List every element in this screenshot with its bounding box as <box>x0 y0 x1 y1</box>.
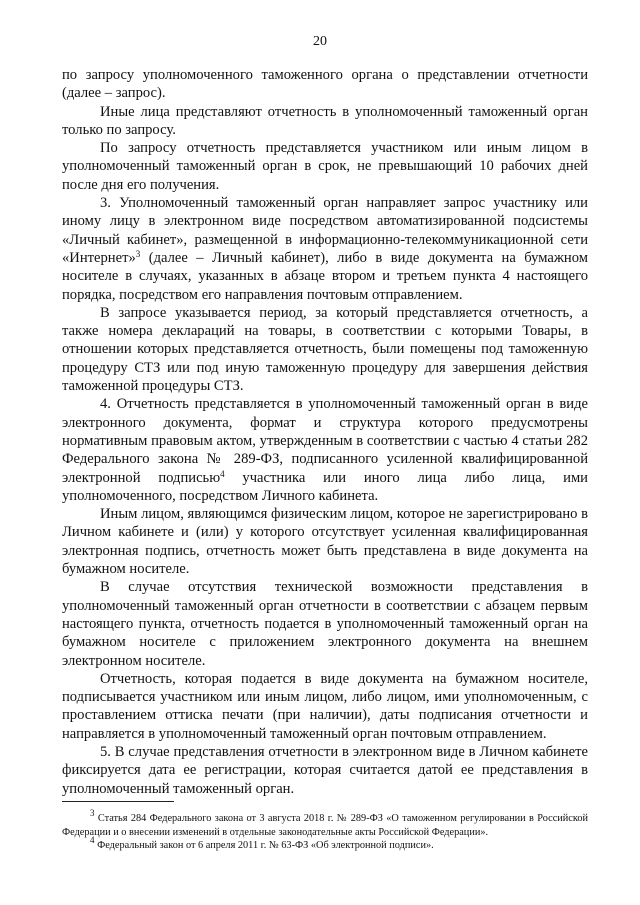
paragraph-item-4 <box>62 395 588 505</box>
footnote-text: Статья 284 Федерального закона от 3 августа 2018 г. № 289-ФЗ «О таможенном регулировании в Российской Федерации и о внесении изменений в отдельные законодательные акты Российской Федерации». <box>62 813 588 838</box>
paragraph-text: участника или иного лица либо лица, ими уполномоченного, посредством Личного кабинета. <box>62 469 588 504</box>
footnote-marker: 3 <box>90 808 95 818</box>
paragraph: В запросе указывается период, за который представляется отчетность, а также номера деклараций на товары, в соответствии с которыми Товары, в отношении которых представляется отчетность, были помещены под таможенную процедуру СТЗ или под иную таможенную процедуру для завершения действия таможенной процедуры СТЗ. <box>62 304 588 395</box>
paragraph: Иные лица представляют отчетность в уполномоченный таможенный орган только по запросу. <box>62 103 588 138</box>
footnote-divider <box>62 801 174 802</box>
footnote <box>62 808 588 839</box>
paragraph-item-5: 5. В случае представления отчетности в электронном виде в Личном кабинете фиксируется дата ее регистрации, которая считается датой ее представления в уполномоченный таможенный орган. <box>62 743 588 797</box>
footnote-ref: 3 <box>135 248 141 259</box>
body-text <box>62 66 588 798</box>
paragraph: Отчетность, которая подается в виде документа на бумажном носителе, подписывается участником или иным лицом, либо лицом, ими уполномоченным, с проставлением оттиска печати (при наличии), даты подписания отчетности и направляется в уполномоченный таможенный орган почтовым отправлением. <box>62 670 588 742</box>
paragraph-text: (далее – Личный кабинет), либо в виде документа на бумажном носителе в случаях, указанных в абзаце втором и третьем пункта 4 настоящего порядка, посредством его направления почтовым отправлением. <box>62 249 588 303</box>
paragraph: В случае отсутствия технической возможности представления в уполномоченный таможенный орган отчетности в соответствии с абзацем первым настоящего пункта, отчетность подается в уполномоченный таможенный орган на бумажном носителе с приложением электронного документа на внешнем электронном носителе. <box>62 579 588 669</box>
footnote-text: Федеральный закон от 6 апреля 2011 г. № 63-ФЗ «Об электронной подписи». <box>94 840 434 852</box>
footnote-marker: 4 <box>90 835 95 846</box>
paragraph: Иным лицом, являющимся физическим лицом, которое не зарегистрировано в Личном кабинете и (или) у которого отсутствует усиленная квалифицированная электронная подпись, отчетность может быть представлена в виде документа на бумажном носителе. <box>62 506 588 578</box>
footnote-ref: 4 <box>220 468 225 479</box>
paragraph-item-3 <box>62 194 588 304</box>
footnote <box>62 835 588 853</box>
page-number: 20 <box>313 34 327 49</box>
paragraph-text: 4. Отчетность представляется в уполномоченный таможенный орган в виде электронного документа, формат и структура которого предусмотрены нормативным правовым актом, утвержденным в соответствии с частью 4 статьи 282 Федерального закона № 289-ФЗ, подписанного усиленной квалифицированной электронной подписью <box>62 396 588 486</box>
paragraph: по запросу уполномоченного таможенного органа о представлении отчетности (далее – запрос). <box>62 67 588 102</box>
paragraph: По запросу отчетность представляется участником или иным лицом в уполномоченный таможенный орган в срок, не превышающий 10 рабочих дней после дня его получения. <box>62 140 588 193</box>
paragraph-text: 3. Уполномоченный таможенный орган направляет запрос участнику или иному лицу в электронном виде посредством автоматизированной подсистемы «Личный кабинет», размещенной в информационно-телекоммуникационной сети «Интернет» <box>62 195 588 266</box>
footnotes <box>62 808 588 853</box>
